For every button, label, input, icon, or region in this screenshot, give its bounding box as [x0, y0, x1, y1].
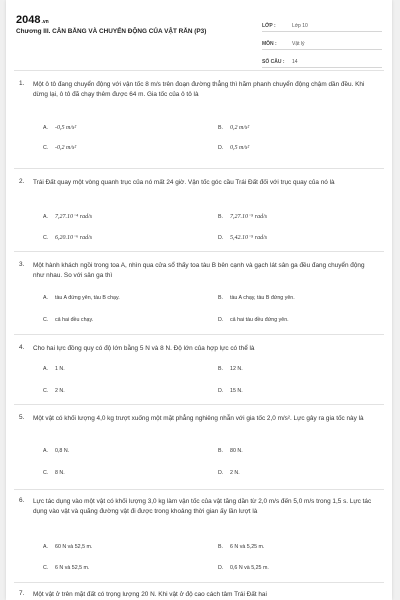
option-letter: A. [43, 366, 49, 372]
option-a[interactable] [43, 213, 92, 220]
divider [14, 489, 384, 490]
option-a[interactable] [43, 544, 92, 550]
option-text: 1 N. [55, 366, 65, 372]
socau-value: 14 [292, 59, 298, 65]
option-d[interactable] [218, 317, 289, 323]
option-letter: A. [43, 295, 49, 301]
option-text: 60 N và 52,5 m. [55, 544, 93, 550]
option-letter: C. [43, 317, 49, 323]
option-letter: C. [43, 145, 49, 151]
option-letter: A. [43, 448, 49, 454]
question-text: Trái Đất quay một vòng quanh trục của nó mất 24 giờ. Vận tốc góc cầu Trái Đất đối với trục quay của nó là [33, 179, 335, 186]
mon-value: Vật lý [292, 41, 305, 47]
option-text: cả hai tàu đều đứng yên. [230, 317, 289, 323]
option-c[interactable] [43, 234, 92, 241]
option-text: 8 N. [55, 470, 65, 476]
option-b[interactable] [218, 125, 249, 131]
question-number: 2. [19, 178, 25, 185]
divider [14, 404, 384, 405]
option-letter: D. [218, 235, 224, 241]
question-text: Cho hai lực đồng quy có độ lớn bằng 5 N và 8 N. Độ lớn của hợp lực có thể là [33, 345, 255, 352]
option-text: 6 N và 52,5 m. [55, 565, 90, 571]
option-c[interactable] [43, 145, 76, 151]
option-letter: B. [218, 214, 224, 220]
option-letter: A. [43, 214, 49, 220]
option-b[interactable] [218, 295, 295, 301]
question-text: Lực tác dụng vào một vật có khối lượng 3,0 kg làm vận tốc của vật tăng dần từ 2,0 m/s đến 5,0 m/s trong 1,5 s. Lực tác dụng vào vật và quãng đường vật đi được trong khoảng thời gian ấy lần lượt là [33, 498, 372, 515]
question-text: Một hành khách ngồi trong toa A, nhìn qua cửa sổ thấy toa tàu B bên cạnh và gạch lát sân ga đều đang chuyển động như nhau. So với sân ga thì [33, 262, 365, 279]
option-d[interactable] [218, 234, 267, 241]
worksheet-meta [262, 18, 382, 72]
option-letter: A. [43, 125, 49, 131]
option-text: 0,5 m/s² [230, 145, 250, 151]
question-text: Một vật có khối lượng 4,0 kg trượt xuống một mặt phẳng nghiêng nhẵn với gia tốc 2,0 m/s². Lực gây ra gia tốc này là [33, 415, 364, 422]
option-b[interactable] [218, 213, 267, 220]
question-text: Một vật ở trên mặt đất có trọng lượng 20 N. Khi vật ở độ cao cách tâm Trái Đất hai [33, 591, 267, 598]
option-text: 7,27.10⁻⁴ rad/s [55, 214, 93, 220]
option-b[interactable] [218, 448, 243, 454]
option-text: 2 N. [55, 388, 65, 394]
option-letter: C. [43, 388, 49, 394]
option-a[interactable] [43, 366, 65, 372]
option-text: cả hai đều chạy. [55, 317, 94, 323]
option-letter: A. [43, 544, 49, 550]
question-number: 4. [19, 344, 25, 351]
option-text: 6,20.10⁻⁶ rad/s [55, 235, 93, 241]
option-a[interactable] [43, 125, 76, 131]
question-text: Một ô tô đang chuyển động với vận tốc 8 m/s trên đoạn đường thẳng thì hãm phanh chuyển động chậm dần đều. Khi dừng lại, ô tô đã chạy thêm được 64 m. Gia tốc của ô tô là [33, 81, 365, 98]
option-text: 5,42.10⁻⁵ rad/s [230, 235, 268, 241]
option-c[interactable] [43, 565, 89, 571]
option-text: 0,6 N và 5,25 m. [230, 565, 269, 571]
option-text: 80 N. [230, 448, 243, 454]
chapter-title: Chương III. CÂN BẰNG VÀ CHUYỂN ĐỘNG CỦA VẬT RẮN (P3) [16, 28, 207, 35]
option-d[interactable] [218, 388, 243, 394]
option-a[interactable] [43, 295, 120, 301]
option-d[interactable] [218, 470, 240, 476]
divider [14, 582, 384, 583]
option-letter: B. [218, 295, 224, 301]
question-number: 7. [19, 590, 25, 597]
option-text: 0,2 m/s² [230, 125, 250, 131]
option-b[interactable] [218, 544, 264, 550]
meta-row-socau [262, 54, 382, 68]
option-text: 15 N. [230, 388, 243, 394]
worksheet-header [16, 14, 382, 65]
option-c[interactable] [43, 470, 65, 476]
option-text: tàu A đứng yên, tàu B chạy. [55, 295, 120, 301]
option-text: -0,5 m/s² [55, 125, 77, 131]
lop-value: Lớp 10 [292, 23, 308, 29]
option-c[interactable] [43, 388, 65, 394]
option-letter: B. [218, 448, 224, 454]
brand-suffix: .vn [41, 19, 49, 25]
option-d[interactable] [218, 145, 249, 151]
brand-name: 2048 [16, 14, 41, 26]
option-text: tàu A chạy, tàu B đứng yên. [230, 295, 295, 301]
option-letter: D. [218, 145, 224, 151]
option-letter: B. [218, 125, 224, 131]
option-letter: B. [218, 544, 224, 550]
question-number: 6. [19, 497, 25, 504]
question-number: 3. [19, 261, 25, 268]
mon-label: MÔN : [262, 41, 277, 47]
divider [14, 251, 384, 252]
divider [14, 168, 384, 169]
divider [14, 334, 384, 335]
meta-row-mon [262, 36, 382, 50]
option-text: 2 N. [230, 470, 240, 476]
worksheet-page [6, 0, 392, 600]
option-letter: C. [43, 470, 49, 476]
lop-label: LỚP : [262, 23, 276, 29]
option-letter: C. [43, 565, 49, 571]
option-text: 12 N. [230, 366, 243, 372]
option-letter: D. [218, 470, 224, 476]
question-number: 5. [19, 414, 25, 421]
option-text: -0,2 m/s² [55, 145, 77, 151]
option-text: 0,8 N. [55, 448, 70, 454]
divider [14, 70, 384, 71]
option-text: 6 N và 5,25 m. [230, 544, 265, 550]
socau-label: SỐ CÂU : [262, 59, 285, 65]
option-letter: D. [218, 388, 224, 394]
option-a[interactable] [43, 448, 69, 454]
option-b[interactable] [218, 366, 243, 372]
question-number: 1. [19, 80, 25, 87]
option-text: 7,27.10⁻⁵ rad/s [230, 214, 268, 220]
option-letter: B. [218, 366, 224, 372]
option-letter: D. [218, 317, 224, 323]
meta-row-lop [262, 18, 382, 32]
option-c[interactable] [43, 317, 93, 323]
option-letter: C. [43, 235, 49, 241]
option-d[interactable] [218, 565, 269, 571]
option-letter: D. [218, 565, 224, 571]
